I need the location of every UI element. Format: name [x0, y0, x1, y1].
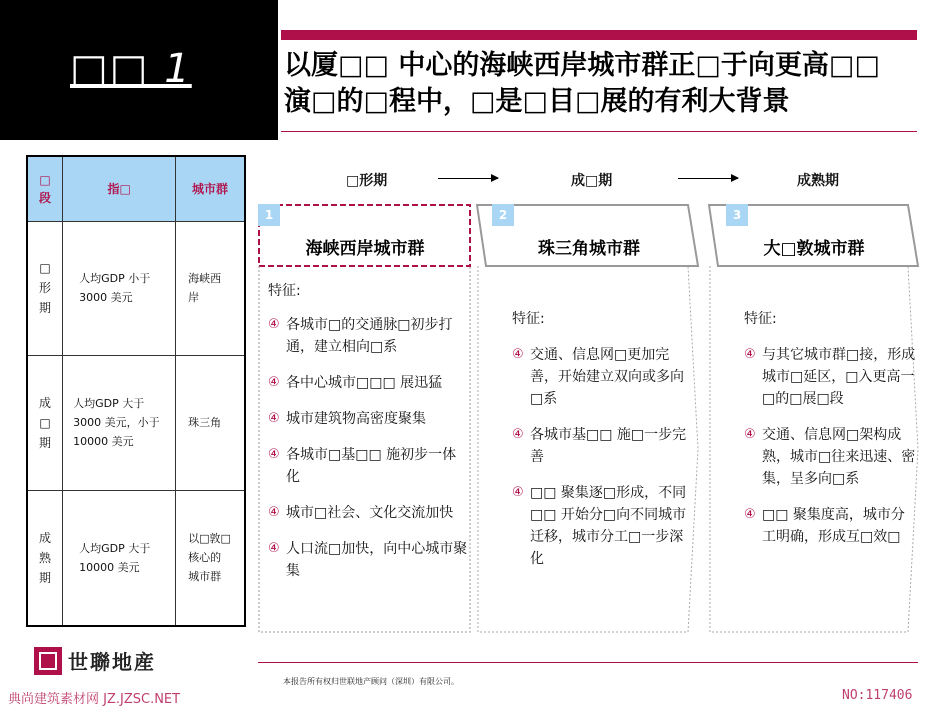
stage-card-2 [476, 204, 702, 634]
list-item: ④ 人口流□加快，向中心城市聚集 [268, 538, 468, 582]
card-list [268, 314, 468, 596]
row-phase: 成□期 [39, 395, 52, 450]
bullet-icon: ④ [744, 347, 756, 362]
table-header-row [27, 156, 245, 221]
bullet-icon: ④ [268, 317, 280, 332]
header-phase: □段 [27, 156, 63, 221]
list-item: ④ □□ 聚集度高，城市分工明确，形成互□效□ [744, 504, 916, 548]
card-title: 海峡西岸城市群 [305, 239, 425, 259]
bullet-icon: ④ [268, 447, 280, 462]
row-city: 海峡西岸 [176, 221, 245, 356]
title-divider [281, 131, 917, 132]
title-accent-bar [281, 30, 917, 40]
list-item: ④ □□ 聚集逐□形成，不同□□ 开始分□向不同城市迁移，城市分工□一步深化 [512, 482, 692, 570]
stage-arrow-1 [438, 178, 498, 179]
bullet-icon: ④ [744, 427, 756, 442]
row-phase: 成熟期 [39, 530, 52, 585]
page-title: 以厦□□ 中心的海峡西岸城市群正□于向更高□□ 演□的□程中，□是□目□展的有利大背景 [284, 50, 880, 117]
bullet-icon: ④ [268, 505, 280, 520]
stage-card-1 [258, 204, 472, 634]
stage-label-3: 成熟期 [797, 173, 839, 189]
header-index: 指□ [63, 156, 176, 221]
watermark-left: 典尚建筑素材网 JZ.JZSC.NET [8, 692, 181, 707]
bullet-icon: ④ [268, 411, 280, 426]
table-row [27, 221, 245, 356]
card-list [512, 344, 692, 584]
row-index: 人均GDP 大于 10000 美元 [63, 490, 176, 626]
stage-label-1: □形期 [346, 173, 388, 189]
bullet-icon: ④ [512, 427, 524, 442]
logo-mark-icon [34, 647, 62, 675]
company-logo [34, 646, 156, 675]
list-item: ④ 与其它城市群□接，形成城市□延区，□入更高一□的□展□段 [744, 344, 916, 410]
list-item: ④ 交通、信息网□更加完善，开始建立双向或多向□系 [512, 344, 692, 410]
card-badge: 1 [258, 204, 280, 226]
card-badge: 2 [492, 204, 514, 226]
row-city: 以□敦□核心的城市群 [176, 490, 245, 626]
list-item: ④ 各中心城市□□□ 展迅猛 [268, 372, 468, 394]
row-city: 珠三角 [176, 356, 245, 491]
bullet-icon: ④ [744, 507, 756, 522]
list-item: ④ 城市建筑物高密度聚集 [268, 408, 468, 430]
table-row [27, 490, 245, 626]
card-label: 特征: [744, 311, 777, 327]
section-number-box [0, 0, 278, 140]
footer-note: 本报告所有权归世联地产顾问（深圳）有限公司。 [283, 677, 459, 686]
section-number: □□ 1 [70, 46, 192, 92]
list-item: ④ 交通、信息网□架构成熟，城市□往来迅速、密集，呈多向□系 [744, 424, 916, 490]
row-phase: □形期 [39, 261, 52, 316]
stage-card-3 [708, 204, 920, 634]
card-label: 特征: [512, 311, 545, 327]
row-index: 人均GDP 小于 3000 美元 [63, 221, 176, 356]
card-badge: 3 [726, 204, 748, 226]
header-city: 城市群 [176, 156, 245, 221]
list-item: ④ 各城市□的交通脉□初步打通，建立相向□系 [268, 314, 468, 358]
list-item: ④ 各城市□基□□ 施初步一体化 [268, 444, 468, 488]
stage-arrow-2 [678, 178, 738, 179]
bullet-icon: ④ [512, 347, 524, 362]
footer-divider [258, 662, 918, 663]
bullet-icon: ④ [268, 375, 280, 390]
bullet-icon: ④ [268, 541, 280, 556]
stage-table [26, 155, 246, 627]
card-title: 珠三角城市群 [538, 239, 640, 259]
stage-label-2: 成□期 [571, 173, 613, 189]
list-item: ④ 城市□社会、文化交流加快 [268, 502, 468, 524]
card-title: 大□敦城市群 [763, 239, 865, 259]
watermark-right: NO:117406 [842, 688, 913, 703]
row-index: 人均GDP 大于 3000 美元，小于 10000 美元 [63, 356, 176, 491]
bullet-icon: ④ [512, 485, 524, 500]
card-label: 特征: [268, 283, 301, 299]
card-list [744, 344, 916, 562]
logo-text: 世聯地産 [68, 650, 156, 674]
list-item: ④ 各城市基□□ 施□一步完善 [512, 424, 692, 468]
table-row [27, 356, 245, 491]
